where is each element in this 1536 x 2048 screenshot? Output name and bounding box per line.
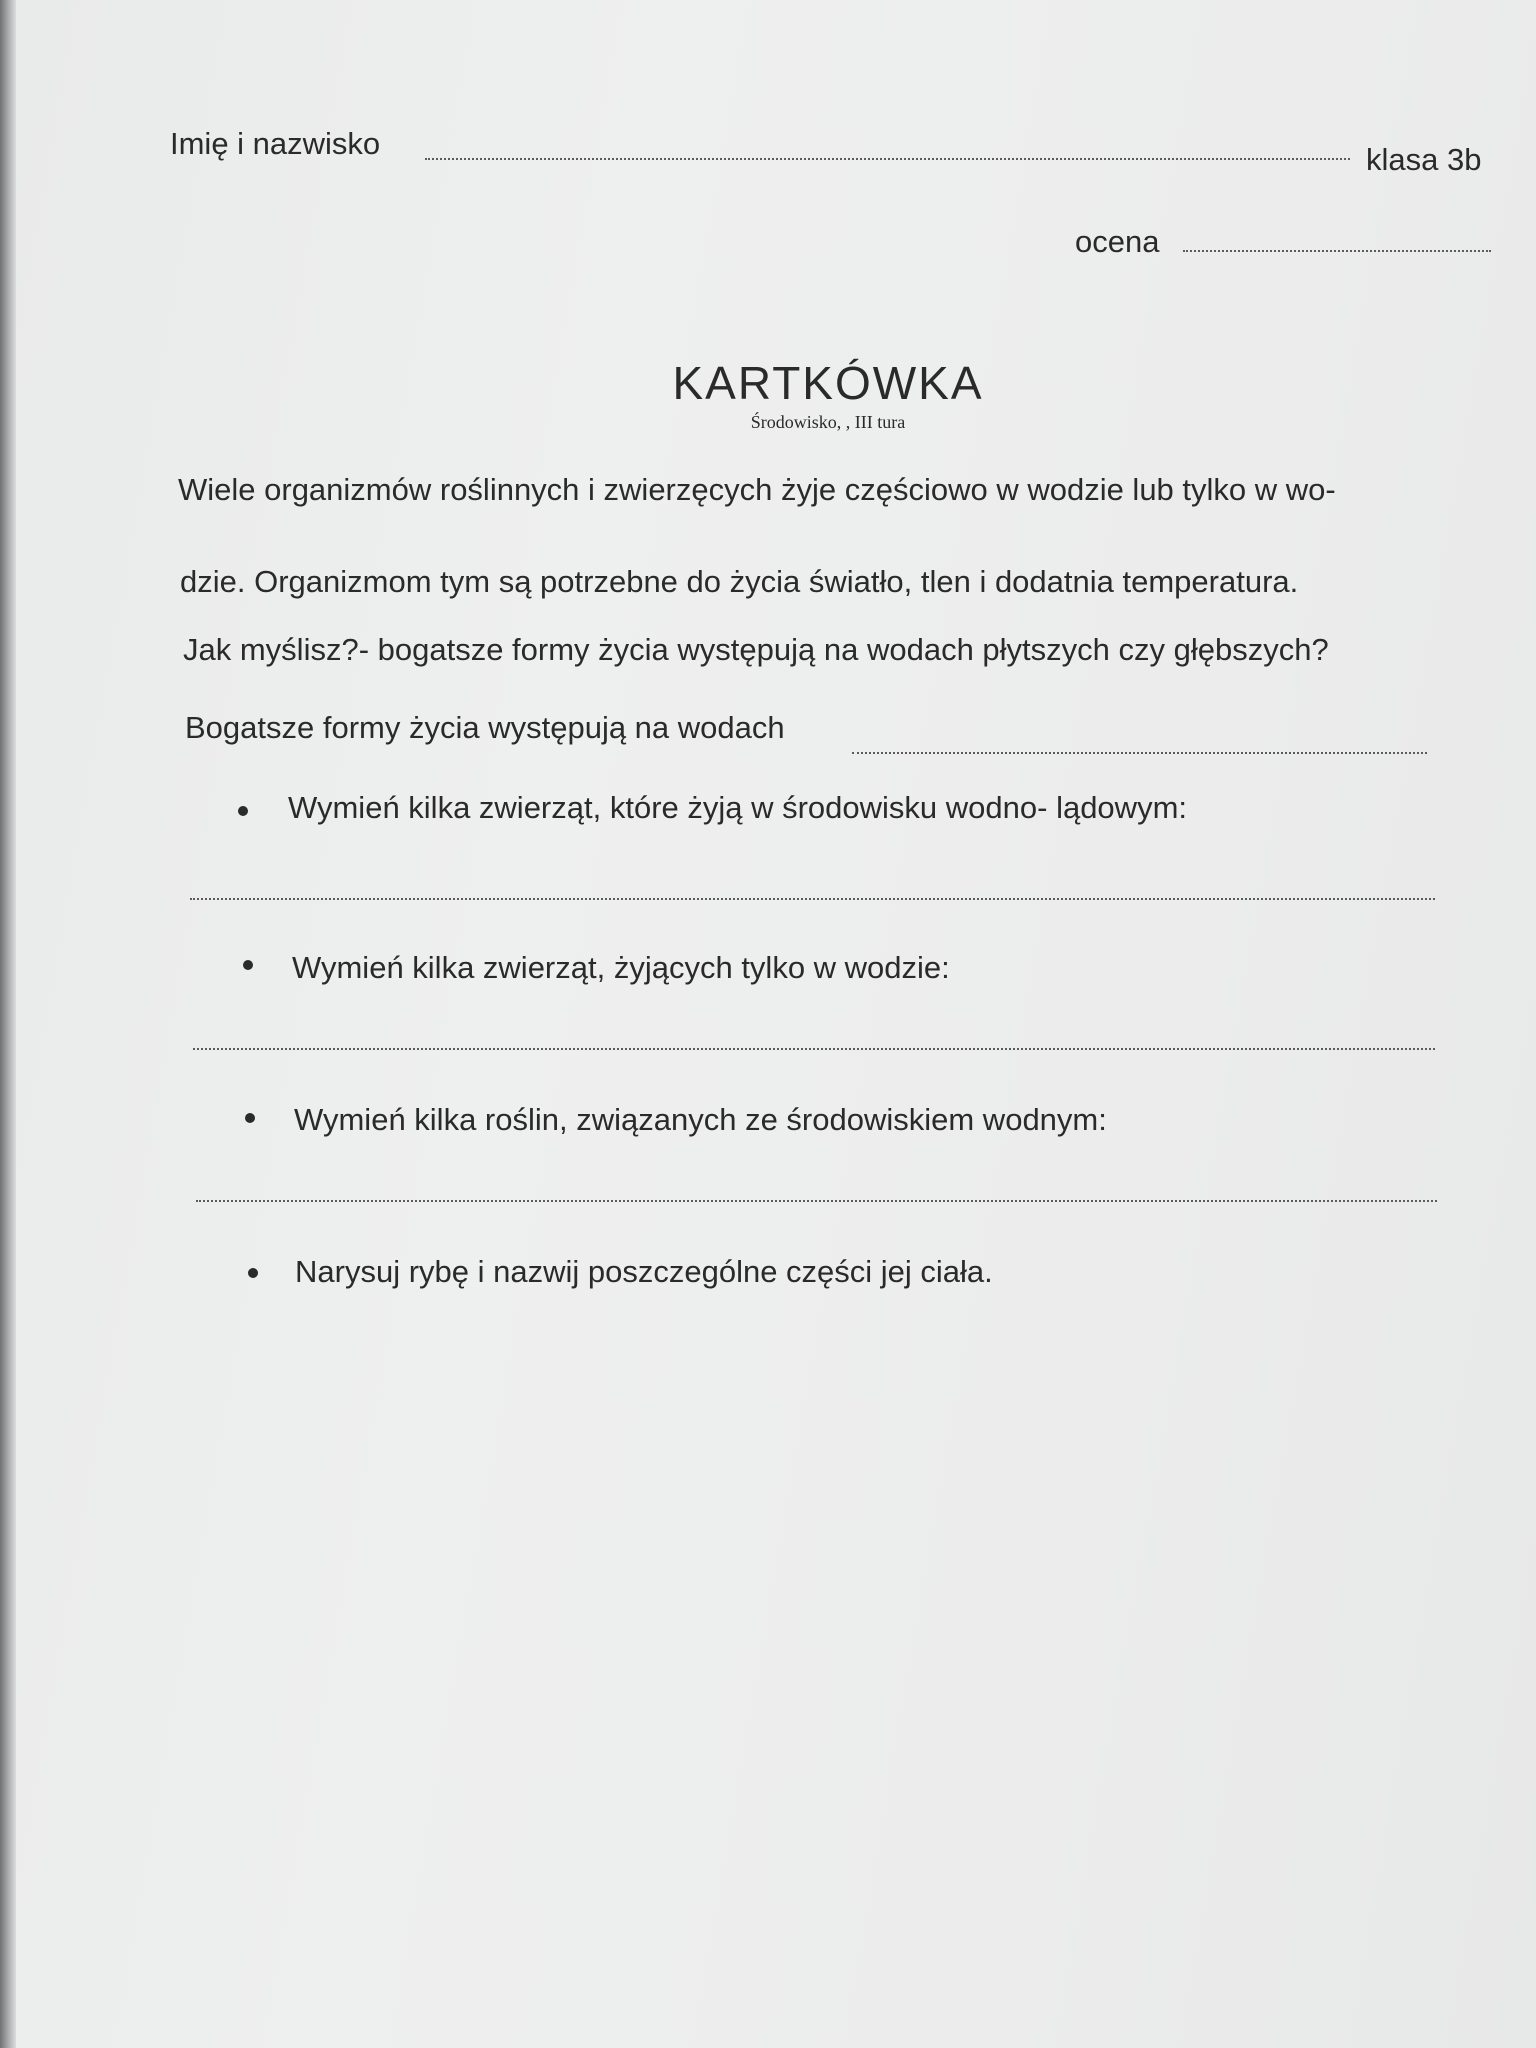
page-subtitle: Środowisko, , III tura [750, 412, 906, 432]
worksheet-page [10, 0, 1536, 2048]
class-label: klasa 3b [1366, 142, 1482, 177]
paper-edge-shadow [0, 0, 16, 2048]
paragraph-line-1: Wiele organizmów roślinnych i zwierzęcych żyje częściowo w wodzie lub tylko w wo- [178, 472, 1336, 507]
name-field-line[interactable] [425, 158, 1350, 160]
bullet-icon [248, 1268, 258, 1278]
name-label: Imię i nazwisko [170, 126, 381, 161]
bullet-icon [245, 1113, 255, 1123]
task-3-answer-line[interactable] [196, 1200, 1437, 1202]
bullet-icon [238, 806, 248, 816]
answer-prompt: Bogatsze formy życia występują na wodach [185, 710, 785, 745]
page-title: KARTKÓWKA [672, 357, 984, 409]
grade-label: ocena [1075, 224, 1160, 259]
grade-field-line[interactable] [1183, 250, 1491, 252]
task-1-answer-line[interactable] [190, 898, 1435, 900]
answer-field-line[interactable] [852, 752, 1427, 754]
task-2-text: Wymień kilka zwierząt, żyjących tylko w wodzie: [292, 950, 950, 985]
task-3-text: Wymień kilka roślin, związanych ze środowiskiem wodnym: [294, 1102, 1107, 1137]
task-1-text: Wymień kilka zwierząt, które żyją w środowisku wodno- lądowym: [288, 790, 1187, 825]
paragraph-line-3: Jak myślisz?- bogatsze formy życia występują na wodach płytszych czy głębszych? [183, 632, 1329, 667]
paragraph-line-2: dzie. Organizmom tym są potrzebne do życia światło, tlen i dodatnia temperatura. [180, 564, 1299, 599]
task-2-answer-line[interactable] [193, 1048, 1435, 1050]
task-4-text: Narysuj rybę i nazwij poszczególne części jej ciała. [295, 1254, 993, 1289]
bullet-icon [243, 960, 253, 970]
